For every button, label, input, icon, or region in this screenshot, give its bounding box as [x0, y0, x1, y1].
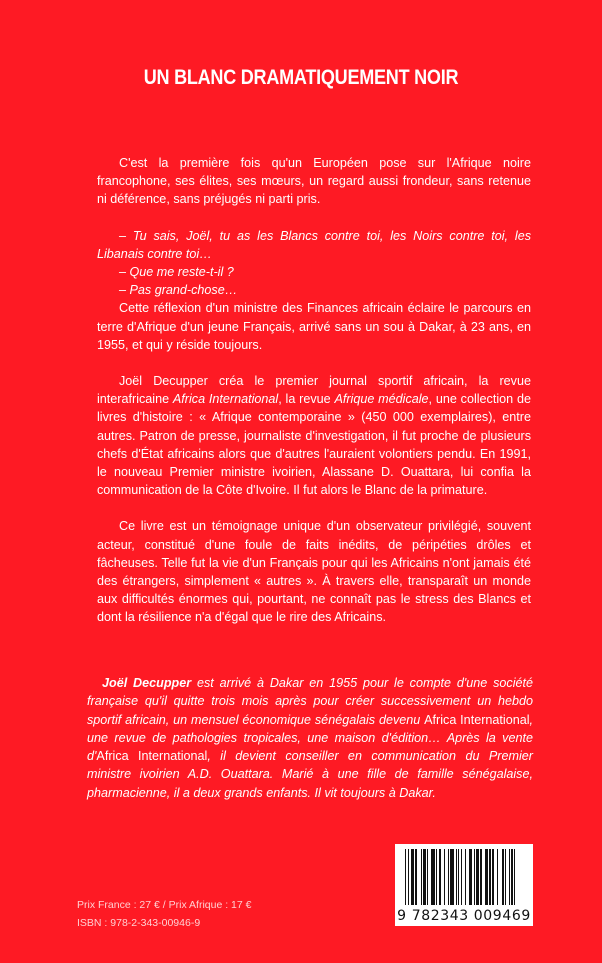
context-paragraph: Cette réflexion d'un ministre des Finances africain éclaire le parcours en terre d'Afrique d'un jeune Français, arrivé sans un sou à Dakar, à 23 ans, en 1955, et qui y réside toujours.	[97, 301, 531, 352]
career-paragraph: Joël Decupper créa le premier journal sportif africain, la revue interafricaine Africa International, la revue Afrique médicale, une collection de livres d'histoire : « Afrique contemporaine » (450 000 exemplaires), entre autres. Patron de presse, journaliste d'investigation, il fut proche de plusieurs chefs d'État africains alors que d'autres l'auraient volontiers pendu. En 1991, le nouveau Premier ministre ivoirien, Alassane D. Ouattara, lui confia la communication de la Côte d'Ivoire. Il fut alors le Blanc de la primature.	[97, 374, 531, 498]
isbn-text: ISBN : 978-2-343-00946-9	[77, 917, 201, 929]
price-info	[77, 896, 252, 932]
dialogue-line: – Tu sais, Joël, tu as les Blancs contre toi, les Noirs contre toi, les Libanais contre toi…	[97, 228, 531, 261]
barcode-bars	[405, 849, 526, 905]
intro-paragraph: C'est la première fois qu'un Européen pose sur l'Afrique noire francophone, ses élites, ses mœurs, un regard aussi frondeur, sans retenue ni déférence, sans préjugés ni parti pris.	[97, 156, 531, 207]
dialogue-line: – Pas grand-chose…	[119, 283, 238, 298]
book-title: UN BLANC DRAMATIQUEMENT NOIR	[143, 66, 459, 89]
barcode-bar	[514, 849, 515, 905]
isbn-barcode	[395, 844, 533, 926]
dialogue-line: – Que me reste-t-il ?	[119, 265, 234, 280]
blurb	[97, 154, 531, 627]
price-text: Prix France : 27 € / Prix Afrique : 17 €	[77, 899, 252, 911]
author-bio: Joël Decupper est arrivé à Dakar en 1955 pour le compte d'une société française qu'il quitte trois mois après pour créer successivement un hebdo sportif africain, un mensuel économique sénégalais devenu Africa International, une revue de pathologies tropicales, une maison d'édition… Après la vente d'Africa International, il devient conseiller en communication du Premier ministre ivoirien A.D. Ouattara. Marié à une fille de famille sénégalaise, pharmacienne, il a deux grands enfants. Il vit toujours à Dakar.	[87, 676, 534, 800]
author-name: Joël Decupper	[102, 676, 192, 690]
barcode-number: 9 782343 009469	[397, 908, 531, 924]
testimony-paragraph: Ce livre est un témoignage unique d'un observateur privilégié, souvent acteur, constitué d'une foule de faits inédits, de péripéties drôles et fâcheuses. Telle fut la vie d'un Français pour qui les Africains n'ont jamais été des étrangers, simplement « autres ». À travers elle, transparaît un monde aux difficultés énormes qui, pourtant, ne connaît pas le stress des Blancs et dont la résilience n'a d'égal que le rire des Africains.	[97, 519, 531, 625]
